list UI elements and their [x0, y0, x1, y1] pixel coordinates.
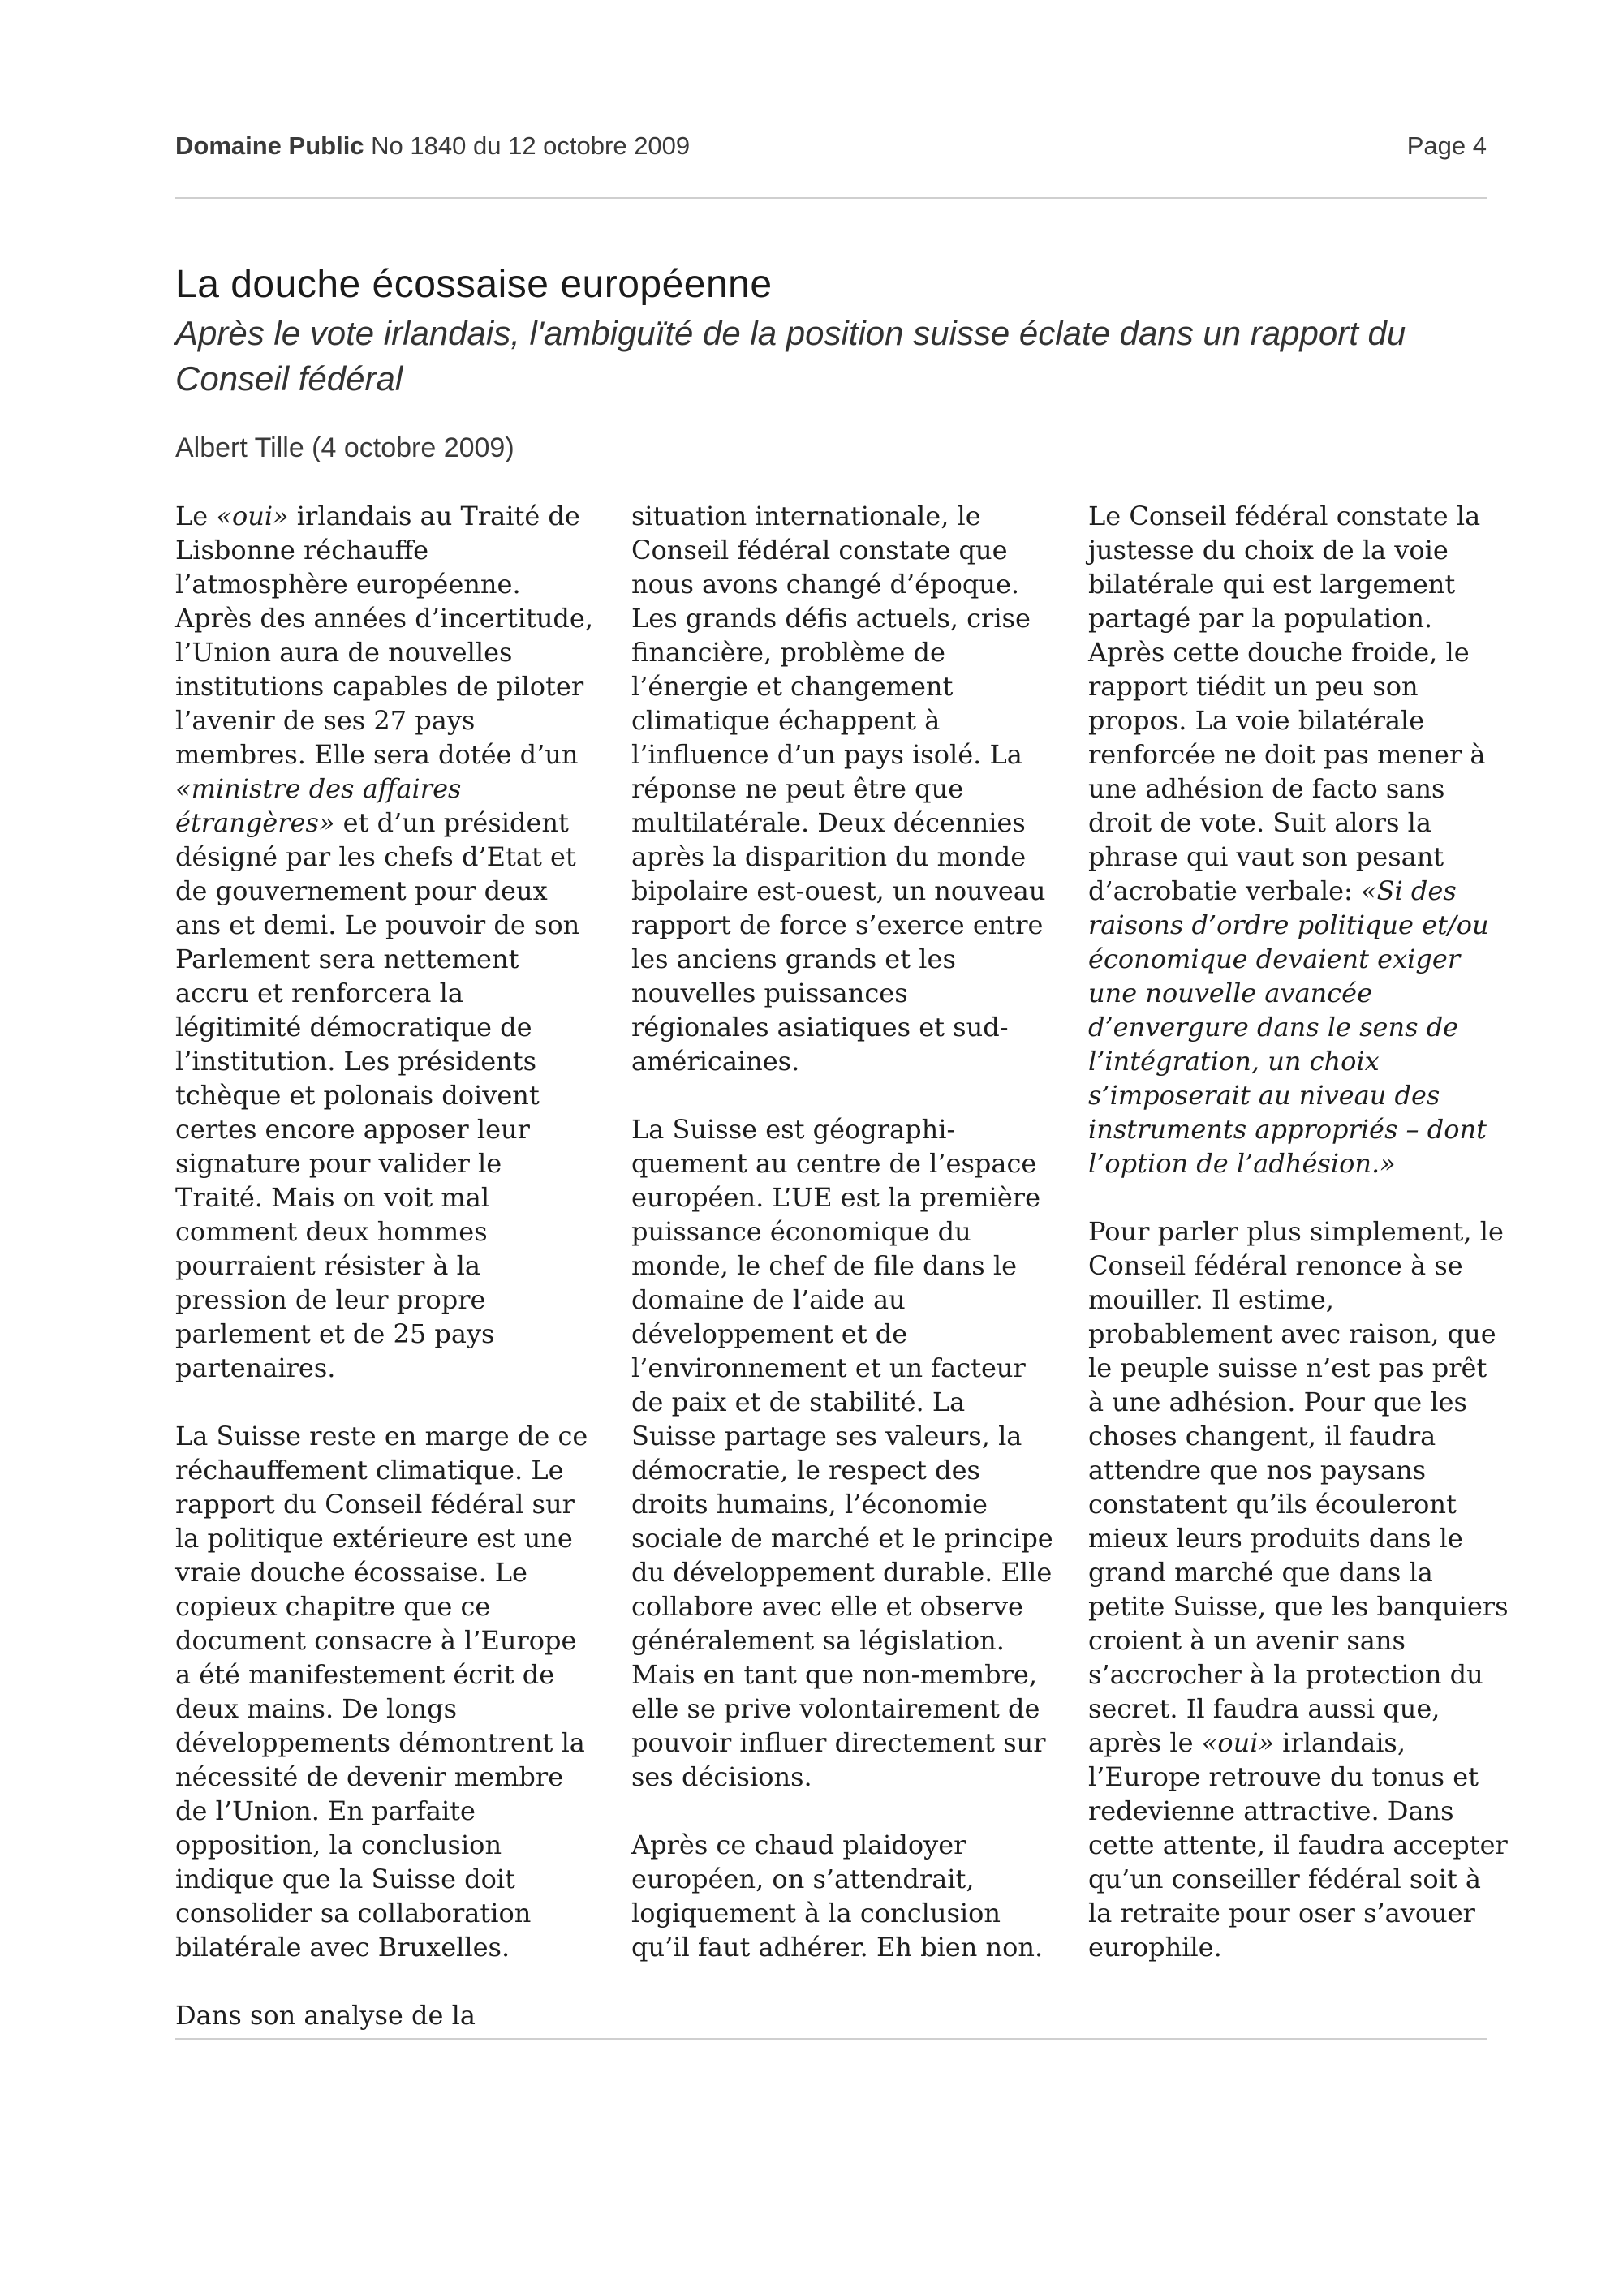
paragraph: Après ce chaud plaidoyer européen, on s’attendrait, logiquement à la conclusion qu’il faut adhérer. Eh bien non. — [631, 1829, 1044, 1963]
quote: «oui» — [1201, 1727, 1274, 1758]
paragraph: Le «oui» irlandais au Traité de Lisbonne réchauffe l’atmosphère européenne. Après des années d’incertitude, l’Union aura de nouvelles institutions capables de piloter l’avenir de ses 27 pays membres. Elle sera dotée d’un «ministre des affaires étrangères» et d’un président désigné par les chefs d’Etat et de gouvernement pour deux ans et demi. Le pouvoir de son Parlement sera nettement accru et renforcera la légitimité démocratique de l’institution. Les présidents tchèque et polonais doivent certes encore apposer leur signature pour valider le Traité. Mais on voit mal comment deux hommes pourraient résister à la pression de leur propre parlement et de 25 pays partenaires. — [175, 501, 594, 1383]
paragraph: situation internationale, le Conseil fédéral constate que nous avons changé d’époque. Les grands défis actuels, crise financière, problème de l’énergie et changement climatique échappent à l’influence d’un pays isolé. La réponse ne peut être que multilatérale. Deux décennies après la disparition du monde bipolaire est-ouest, un nouveau rapport de force s’exerce entre les anciens grands et les nouvelles puissances régionales asiatiques et sud-américaines. — [631, 501, 1046, 1077]
paragraph: La Suisse reste en marge de ce réchauffement climatique. Le rapport du Conseil fédéral sur la politique extérieure est une vraie douche écossaise. Le copieux chapitre que ce document consacre à l’Europe a été manifestement écrit de deux mains. De longs développements démontrent la nécessité de devenir membre de l’Union. En parfaite opposition, la conclusion indique que la Suisse doit consolider sa collaboration bilatérale avec Bruxelles. — [175, 1421, 588, 1963]
article-title: La douche écossaise européenne — [175, 263, 773, 306]
footer-divider — [175, 2038, 1487, 2040]
paragraph: Pour parler plus simplement, le Conseil fédéral renonce à se mouiller. Il estime, probablement avec raison, que le peuple suisse n’est pas prêt à une adhésion. Pour que les choses changent, il faudra attendre que nos paysans constatent qu’ils écouleront mieux leurs produits dans le grand marché que dans la petite Suisse, que les banquiers croient à un avenir sans s’accrocher à la protection du secret. Il faudra aussi que, après le «oui» irlandais, l’Europe retrouve du tonus et redevienne attractive. Dans cette attente, il faudra accepter qu’un conseiller fédéral soit à la retraite pour oser s’avouer europhile. — [1088, 1216, 1509, 1963]
page-header — [175, 131, 1487, 161]
paragraph: Dans son analyse de la — [175, 2000, 476, 2031]
paragraph: Le Conseil fédéral constate la justesse du choix de la voie bilatérale qui est largement partagé par la population. Après cette douche froide, le rapport tiédit un peu son propos. La voie bilatérale renforcée ne doit pas mener à une adhésion de facto sans droit de vote. Suit alors la phrase qui vaut son pesant d’acrobatie verbale: «Si des raisons d’ordre politique et/ou économique devaient exiger une nouvelle avancée d’envergure dans le sens de l’intégration, un choix s’imposerait au niveau des instruments appropriés – dont l’option de l’adhésion.» — [1088, 501, 1489, 1179]
text-column-3 — [1088, 499, 1510, 1998]
page-number: Page 4 — [1406, 131, 1487, 160]
publication-name: Domaine Public — [175, 131, 364, 160]
text-column-1 — [175, 499, 597, 2066]
article-byline: Albert Tille (4 octobre 2009) — [175, 432, 514, 463]
header-divider — [175, 197, 1487, 199]
article-subtitle: Après le vote irlandais, l'ambiguïté de la position suisse éclate dans un rapport du Conseil fédéral — [175, 314, 1406, 398]
text-column-2 — [631, 499, 1053, 1998]
paragraph: La Suisse est géographi-quement au centre de l’espace européen. L’UE est la première puissance économique du monde, le chef de file dans le domaine de l’aide au développement et de l’environnement et un facteur de paix et de stabilité. La Suisse partage ses valeurs, la démocratie, le respect des droits humains, l’économie sociale de marché et le principe du développement durable. Elle collabore avec elle et observe généralement sa législation. Mais en tant que non-membre, elle se prive volontairement de pouvoir influer directement sur ses décisions. — [631, 1114, 1053, 1792]
quote: «Si des raisons d’ordre politique et/ou économique devaient exiger une nouvelle avancée d’envergure dans le sens de l’intégration, un choix s’imposerait au niveau des instruments appropriés – dont l’option de l’adhésion.» — [1088, 875, 1489, 1179]
issue-info: No 1840 du 12 octobre 2009 — [371, 131, 691, 160]
quote: «oui» — [216, 501, 289, 531]
quote: «ministre des affaires étrangères» — [175, 773, 462, 838]
